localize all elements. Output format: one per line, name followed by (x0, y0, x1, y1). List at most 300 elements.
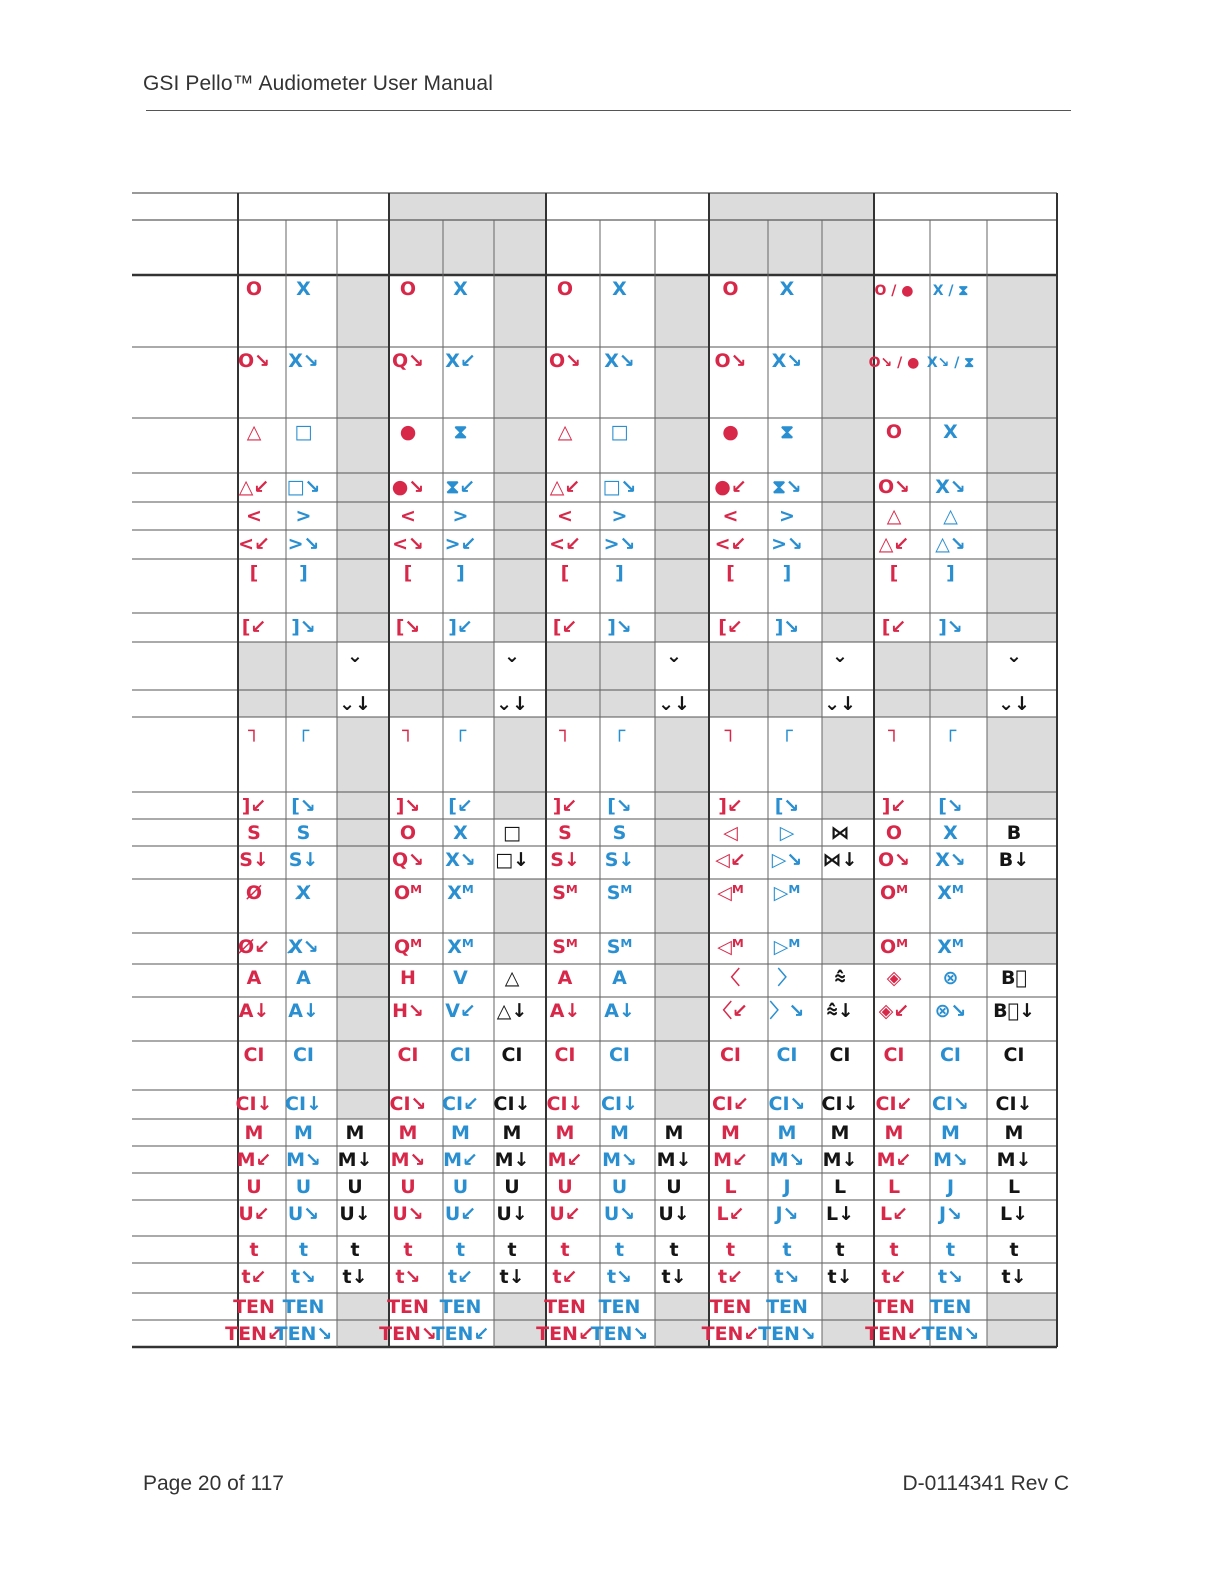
audiogram-symbol: ⧗ (780, 421, 794, 443)
audiogram-symbol: ▷ᴹ (773, 882, 801, 904)
empty-cell (822, 502, 874, 530)
audiogram-symbol: Q↘ (391, 849, 425, 871)
audiogram-symbol: ⩯ (834, 967, 846, 989)
audiogram-symbol: X (296, 278, 311, 300)
empty-cell (337, 819, 389, 846)
audiogram-symbol: ▷ (779, 822, 795, 844)
audiogram-symbol: TEN↙ (431, 1323, 490, 1345)
audiogram-symbol: △↓ (496, 1000, 528, 1022)
audiogram-symbol: O (556, 278, 574, 300)
audiogram-symbol: U (295, 1176, 312, 1198)
audiogram-symbol: t↙ (881, 1266, 907, 1288)
audiogram-symbol: L (887, 1176, 901, 1198)
audiogram-symbol: O (722, 278, 739, 300)
empty-cell (987, 792, 1057, 819)
empty-cell (930, 690, 987, 717)
audiogram-symbol: ⌄↓ (339, 693, 371, 715)
audiogram-symbol: O (245, 278, 263, 300)
empty-cell (600, 690, 655, 717)
empty-cell (443, 642, 494, 690)
empty-cell (655, 1090, 709, 1119)
empty-cell (494, 717, 546, 792)
audiogram-symbol: CI (554, 1044, 576, 1066)
audiogram-symbol: >↙ (444, 533, 477, 555)
audiogram-symbol: A↓ (604, 1000, 635, 1022)
empty-cell (337, 473, 389, 502)
audiogram-symbol: CI (1003, 1044, 1025, 1066)
empty-cell (494, 559, 546, 613)
audiogram-symbol: X↙ (445, 350, 476, 372)
audiogram-symbol: ● (722, 421, 739, 443)
audiogram-symbol: M↘ (769, 1149, 805, 1171)
audiogram-symbol: TEN↘ (758, 1323, 816, 1345)
empty-cell (655, 879, 709, 933)
audiogram-symbol: S (612, 822, 627, 844)
empty-cell (655, 613, 709, 642)
empty-cell (337, 502, 389, 530)
empty-cell (987, 418, 1057, 473)
audiogram-symbol: △↘ (935, 533, 966, 555)
audiogram-symbol: CI↙ (442, 1093, 479, 1115)
audiogram-symbol: [ (889, 562, 899, 584)
audiogram-symbol: ┌ (781, 720, 793, 742)
audiogram-symbol: Sᴹ (552, 882, 578, 904)
page-prefix: Page (143, 1472, 193, 1495)
empty-cell (494, 473, 546, 502)
empty-cell (494, 1293, 546, 1320)
audiogram-symbol: S↓ (239, 849, 269, 871)
audiogram-symbol: X̸ (296, 882, 311, 904)
audiogram-symbol: CI (397, 1044, 419, 1066)
empty-cell (337, 418, 389, 473)
audiogram-symbol: X↘ (288, 350, 319, 372)
audiogram-symbol: t (1009, 1239, 1019, 1261)
empty-cell (238, 690, 286, 717)
audiogram-symbol: CI (719, 1044, 742, 1066)
audiogram-symbol: O (399, 278, 417, 300)
audiogram-symbol: △↙ (238, 476, 270, 498)
audiogram-symbol: B⃝ (1001, 967, 1027, 989)
empty-cell (286, 642, 337, 690)
audiogram-symbol: ]↙ (718, 795, 743, 817)
audiogram-symbol: t↘ (395, 1266, 421, 1288)
audiogram-symbol: < (722, 505, 739, 527)
audiogram-symbol: >↘ (603, 533, 636, 555)
audiogram-symbol: t (614, 1239, 625, 1261)
audiogram-symbol: ⊗↘ (934, 1000, 967, 1022)
audiogram-symbol: M (398, 1122, 418, 1144)
empty-cell (655, 717, 709, 792)
empty-cell (494, 347, 546, 418)
audiogram-symbol: △↙ (878, 533, 910, 555)
audiogram-symbol: X / ⧗ (932, 283, 969, 299)
audiogram-symbol: L↓ (825, 1203, 855, 1225)
empty-cell (822, 613, 874, 642)
audiogram-symbol: CI↘ (932, 1093, 969, 1115)
header-group-shade (389, 193, 546, 275)
audiogram-symbol: t↙ (241, 1266, 267, 1288)
audiogram-symbol: CI↓ (285, 1093, 322, 1115)
empty-cell (655, 846, 709, 879)
audiogram-symbol: ⧗ (453, 421, 468, 443)
audiogram-symbol: t↓ (827, 1266, 853, 1288)
audiogram-symbol: Ø↙ (237, 936, 271, 958)
audiogram-symbol: t (350, 1239, 360, 1261)
page-of: of (227, 1472, 245, 1495)
audiogram-symbol: ┐ (724, 720, 737, 742)
audiogram-symbol: ┐ (559, 720, 571, 742)
audiogram-symbol: t (669, 1239, 679, 1261)
audiogram-symbol: M (244, 1122, 264, 1144)
audiogram-symbol: TEN↘ (921, 1323, 980, 1345)
audiogram-symbol: CI (883, 1044, 905, 1066)
audiogram-symbol: 〉↘ (769, 1000, 805, 1022)
empty-cell (494, 530, 546, 559)
audiogram-symbol: TEN (598, 1296, 641, 1318)
audiogram-symbol: ]↘ (395, 795, 421, 817)
audiogram-symbol: [ (249, 562, 259, 584)
audiogram-symbol: S↓ (604, 849, 635, 871)
page-total: 117 (250, 1472, 284, 1495)
audiogram-symbol: t↙ (717, 1266, 744, 1288)
audiogram-symbol: M↓ (996, 1149, 1032, 1171)
audiogram-symbol: X↘ (935, 849, 966, 871)
document-id: D-0114341 Rev C (902, 1472, 1069, 1495)
audiogram-symbol: U (452, 1176, 469, 1198)
audiogram-symbol: >↘ (287, 533, 320, 555)
audiogram-symbol: t↘ (606, 1266, 633, 1288)
audiogram-symbol: J (783, 1176, 791, 1198)
audiogram-symbol: TEN↘ (590, 1323, 649, 1345)
audiogram-symbol: [↘ (607, 795, 632, 817)
empty-cell (987, 879, 1057, 933)
empty-cell (987, 933, 1057, 964)
empty-cell (337, 964, 389, 997)
audiogram-symbol: U (246, 1176, 262, 1198)
audiogram-symbol: ⧗↙ (445, 476, 476, 498)
audiogram-symbol: t↓ (661, 1266, 687, 1288)
audiogram-symbol: S (296, 822, 311, 844)
audiogram-symbol: Sᴹ (606, 936, 633, 958)
audiogram-symbol: ]↙ (552, 795, 578, 817)
empty-cell (822, 473, 874, 502)
audiogram-symbol: 〉 (777, 967, 797, 989)
audiogram-symbol: ●↘ (391, 476, 425, 498)
empty-cell (655, 347, 709, 418)
running-header: GSI Pello™ Audiometer User Manual (143, 72, 493, 95)
audiogram-symbol: U (557, 1176, 573, 1198)
audiogram-symbol: [↘ (774, 795, 800, 817)
empty-cell (655, 530, 709, 559)
audiogram-symbol: [↙ (881, 616, 907, 638)
audiogram-symbol: TEN (282, 1296, 325, 1318)
empty-cell (987, 717, 1057, 792)
audiogram-symbol: TEN (387, 1296, 429, 1318)
audiogram-symbol: [ (726, 562, 735, 584)
empty-cell (494, 933, 546, 964)
audiogram-symbol: M (941, 1122, 960, 1144)
audiogram-symbol: CI↙ (875, 1093, 913, 1115)
audiogram-symbol: A (612, 967, 627, 989)
audiogram-symbol: 〈↙ (713, 1000, 748, 1022)
audiogram-symbol: V (453, 967, 468, 989)
audiogram-symbol: O↘ (548, 350, 582, 372)
audiogram-symbol: ▷ᴹ (773, 936, 801, 958)
audiogram-symbol: M↙ (713, 1149, 748, 1171)
empty-cell (987, 1320, 1057, 1347)
audiogram-symbol: t (835, 1239, 845, 1261)
empty-cell (655, 559, 709, 613)
audiogram-symbol: U (611, 1176, 628, 1198)
audiogram-symbol: TEN↙ (865, 1323, 923, 1345)
empty-cell (337, 559, 389, 613)
audiogram-symbol: A↓ (549, 1000, 581, 1022)
audiogram-symbol: J↘ (775, 1203, 799, 1225)
audiogram-symbol: M↘ (390, 1149, 426, 1171)
empty-cell (337, 1041, 389, 1090)
audiogram-symbol: [↘ (291, 795, 316, 817)
audiogram-symbol: t (945, 1239, 956, 1261)
audiogram-symbol: M (721, 1122, 740, 1144)
audiogram-symbol: L (724, 1176, 737, 1198)
audiogram-symbol: M↓ (494, 1149, 530, 1171)
empty-cell (768, 690, 822, 717)
audiogram-symbol: CI (449, 1044, 472, 1066)
audiogram-symbol: TEN↙ (225, 1323, 283, 1345)
audiogram-symbol: 〈 (720, 967, 741, 989)
audiogram-symbol: X̸↘ (288, 936, 319, 958)
audiogram-symbol: B⃝↓ (993, 1000, 1035, 1022)
audiogram-symbol: ● (399, 421, 417, 443)
audiogram-symbol: Xᴹ (937, 882, 964, 904)
audiogram-symbol: t (298, 1239, 309, 1261)
audiogram-symbol: X↘ / ⧗ (926, 355, 975, 371)
empty-cell (494, 502, 546, 530)
audiogram-symbol: O↘ (877, 849, 911, 871)
empty-cell (546, 642, 600, 690)
empty-cell (494, 792, 546, 819)
audiogram-symbol: > (611, 505, 628, 527)
audiogram-symbol: CI↘ (389, 1093, 427, 1115)
empty-cell (709, 642, 768, 690)
empty-cell (494, 275, 546, 347)
audiogram-symbol: A↓ (288, 1000, 319, 1022)
audiogram-symbol: t (249, 1239, 259, 1261)
audiogram-symbol: M (664, 1122, 684, 1144)
audiogram-symbol: O (885, 822, 903, 844)
audiogram-symbol: J↘ (939, 1203, 962, 1225)
audiogram-symbol: M (777, 1122, 797, 1144)
empty-cell (655, 933, 709, 964)
audiogram-symbol: Sᴹ (552, 936, 578, 958)
audiogram-symbol: U (347, 1176, 363, 1198)
audiogram-symbol: CI↓ (601, 1093, 638, 1115)
audiogram-symbol: ]↘ (938, 616, 963, 638)
audiogram-symbol: M↘ (602, 1149, 637, 1171)
audiogram-symbol: ]↙ (448, 616, 473, 638)
audiogram-symbol: X (943, 421, 958, 443)
audiogram-symbol: [↙ (718, 616, 743, 638)
audiogram-symbol: CI (243, 1044, 265, 1066)
audiogram-symbol: t↙ (447, 1266, 474, 1288)
audiogram-symbol: M (884, 1122, 904, 1144)
empty-cell (709, 690, 768, 717)
audiogram-symbol: ⌄ (1006, 645, 1022, 667)
audiogram-symbol: ┐ (402, 720, 414, 742)
audiogram-symbol: ┌ (613, 720, 626, 742)
empty-cell (655, 275, 709, 347)
audiogram-symbol: t↙ (552, 1266, 578, 1288)
header-group-shade (709, 193, 874, 275)
audiogram-symbol: U↘ (287, 1203, 320, 1225)
empty-cell (337, 1090, 389, 1119)
audiogram-symbol: S↓ (288, 849, 319, 871)
audiogram-symbol: ]↙ (241, 795, 267, 817)
audiogram-symbol: TEN↘ (379, 1323, 437, 1345)
empty-cell (337, 879, 389, 933)
audiogram-symbol: [↙ (448, 795, 473, 817)
audiogram-symbol: [↘ (395, 616, 421, 638)
audiogram-symbol: t (507, 1239, 517, 1261)
audiogram-symbol: ⌄↓ (824, 693, 856, 715)
empty-cell (655, 502, 709, 530)
audiogram-symbol: > (452, 505, 469, 527)
empty-cell (822, 792, 874, 819)
audiogram-symbol: A↓ (238, 1000, 270, 1022)
audiogram-symbol: < (400, 505, 416, 527)
audiogram-symbol: ⋈↓ (822, 849, 858, 871)
empty-cell (768, 642, 822, 690)
audiogram-symbol: U↙ (238, 1203, 270, 1225)
audiogram-symbol: L↓ (999, 1203, 1029, 1225)
audiogram-symbol: <↘ (392, 533, 424, 555)
audiogram-symbol: M (294, 1122, 313, 1144)
audiogram-symbol: [↙ (241, 616, 267, 638)
audiogram-symbol: O↘ (237, 350, 271, 372)
audiogram-symbol: ◈ (886, 967, 902, 989)
audiogram-symbol: M↙ (236, 1149, 272, 1171)
audiogram-symbol: □ (294, 421, 313, 443)
empty-cell (822, 530, 874, 559)
page-number: 20 (197, 1472, 222, 1495)
audiogram-symbol: L (1007, 1176, 1021, 1198)
empty-cell (337, 1293, 389, 1320)
audiogram-symbol: ▷↘ (771, 849, 803, 871)
audiogram-symbol: M↓ (822, 1149, 858, 1171)
audiogram-symbol: CI↓ (995, 1093, 1033, 1115)
audiogram-symbol: <↙ (714, 533, 747, 555)
audiogram-symbol: [ (560, 562, 570, 584)
audiogram-symbol: ] (456, 562, 465, 584)
audiogram-symbol: CI (939, 1044, 962, 1066)
audiogram-symbol: Sᴹ (606, 882, 633, 904)
audiogram-symbol: CI (776, 1044, 798, 1066)
audiogram-symbol: [↙ (552, 616, 578, 638)
empty-cell (443, 690, 494, 717)
audiogram-symbol: ⩯↓ (826, 1000, 854, 1022)
audiogram-symbol: X (943, 822, 958, 844)
empty-cell (655, 418, 709, 473)
empty-cell (337, 997, 389, 1041)
audiogram-symbol: Oᴹ (879, 936, 909, 958)
empty-cell (546, 690, 600, 717)
audiogram-symbol: ●↙ (714, 476, 747, 498)
empty-cell (874, 642, 930, 690)
audiogram-symbol: TEN (873, 1296, 915, 1318)
audiogram-symbol: U↓ (339, 1203, 371, 1225)
audiogram-symbol: [ (403, 562, 413, 584)
empty-cell (655, 964, 709, 997)
audiogram-symbol: O (399, 822, 417, 844)
empty-cell (389, 642, 443, 690)
audiogram-symbol: ⌄↓ (658, 693, 690, 715)
audiogram-symbol: A (246, 967, 262, 989)
audiogram-symbol: TEN↙ (701, 1323, 760, 1345)
audiogram-symbol: ]↘ (291, 616, 316, 638)
audiogram-symbol: X (453, 278, 468, 300)
audiogram-symbol: M (1004, 1122, 1024, 1144)
audiogram-symbol: □↘ (286, 476, 321, 498)
audiogram-symbol: H (400, 967, 416, 989)
audiogram-symbol: S (247, 822, 261, 844)
audiogram-symbol: U↓ (496, 1203, 528, 1225)
audiogram-symbol: CI (829, 1044, 851, 1066)
empty-cell (655, 1293, 709, 1320)
audiogram-symbol: < (557, 505, 573, 527)
audiogram-symbol: > (779, 505, 795, 527)
empty-cell (655, 819, 709, 846)
empty-cell (337, 933, 389, 964)
audiogram-symbol: ┌ (944, 720, 957, 742)
audiogram-symbol: TEN (233, 1296, 275, 1318)
audiogram-symbol: X (779, 278, 795, 300)
audiogram-symbol: A (296, 967, 311, 989)
audiogram-symbol: X↘ (604, 350, 635, 372)
audiogram-symbol: M (830, 1122, 850, 1144)
audiogram-symbol: Xᴹ (447, 882, 474, 904)
audiogram-symbol: ◁ (723, 822, 738, 844)
audiogram-symbol: Oᴹ (879, 882, 909, 904)
audiogram-symbol: J (946, 1176, 955, 1198)
audiogram-symbol: □ (610, 421, 629, 443)
audiogram-symbol: ┐ (248, 720, 260, 742)
audiogram-symbol: ┐ (888, 720, 900, 742)
empty-cell (655, 1041, 709, 1090)
audiogram-symbol: ◈↙ (878, 1000, 910, 1022)
audiogram-symbol: H↘ (392, 1000, 424, 1022)
empty-cell (337, 717, 389, 792)
audiogram-symbol: [↘ (938, 795, 963, 817)
audiogram-symbol: M (502, 1122, 522, 1144)
audiogram-symbol: t (725, 1239, 736, 1261)
audiogram-symbol: <↙ (238, 533, 270, 555)
audiogram-symbol: M (345, 1122, 365, 1144)
audiogram-symbol: ⌄ (347, 645, 363, 667)
empty-cell (337, 275, 389, 347)
audiogram-symbol: t↓ (1001, 1266, 1027, 1288)
audiogram-symbol: Q↘ (391, 350, 425, 372)
audiogram-symbol: ◁ᴹ (717, 936, 744, 958)
audiogram-symbol: L↙ (879, 1203, 909, 1225)
empty-cell (337, 792, 389, 819)
audiogram-symbol: M↓ (337, 1149, 373, 1171)
audiogram-symbol: U (504, 1176, 520, 1198)
empty-cell (822, 717, 874, 792)
audiogram-symbol: t↓ (342, 1266, 368, 1288)
empty-cell (822, 933, 874, 964)
audiogram-symbol: CI↙ (712, 1093, 749, 1115)
empty-cell (822, 559, 874, 613)
